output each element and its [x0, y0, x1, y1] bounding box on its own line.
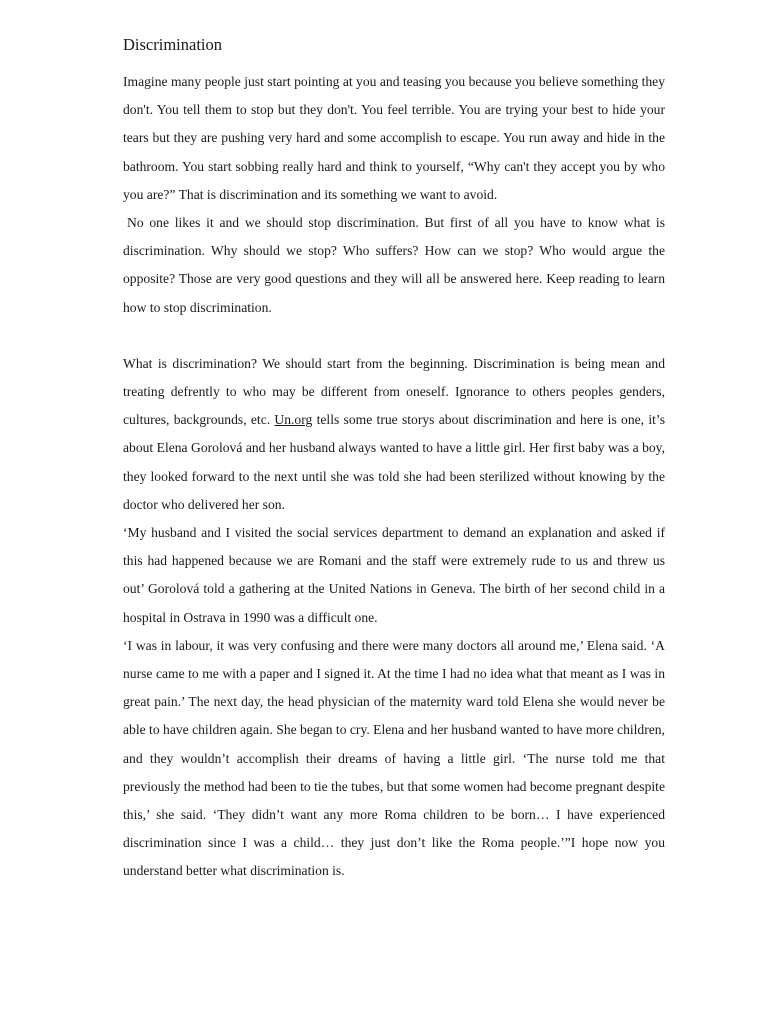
paragraph-definition: [123, 350, 665, 519]
paragraph-quote-husband: ‘My husband and I visited the social services department to demand an explanation and asked if this had happened because we are Romani and the staff were extremely rude to us and threw us out’ Gorolová told a gathering at the United Nations in Geneva. The birth of her second child in a hospital in Ostrava in 1990 was a difficult one.: [123, 525, 665, 625]
document-title: Discrimination: [123, 35, 222, 54]
paragraph-quote-labour: ‘I was in labour, it was very confusing and there were many doctors all around me,’ Elena said. ‘A nurse came to me with a paper and I signed it. At the time I had no idea what that meant as I was in great pain.’ The next day, the head physician of the maternity ward told Elena she would never be able to have children again. She began to cry. Elena and her husband wanted to have more children, and they wouldn’t accomplish their dreams of having a little girl. ‘The nurse told me that previously the method had been to tie the tubes, but that some women had become pregnant despite this,’ she said. ‘They didn’t want any more Roma children to be born… I have experienced discrimination since I was a child… they just don’t like the Roma people.’”I hope now you understand better what discrimination is.: [123, 637, 665, 879]
paragraph-gap: [123, 322, 665, 350]
un-org-link[interactable]: Un.org: [274, 412, 313, 428]
paragraph-intro: Imagine many people just start pointing at you and teasing you because you believe something they don't. You tell them to stop but they don't. You feel terrible. You are trying your best to hide your tears but they are pushing very hard and some accomplish to escape. You run away and hide in the bathroom. You start sobbing really hard and think to yourself, “Why can't they accept you by who you are?” That is discrimination and its something we want to avoid.: [123, 74, 665, 202]
paragraph-questions: No one likes it and we should stop discrimination. But first of all you have to know what is discrimination. Why should we stop? Who suffers? How can we stop? Who would argue the opposite? Those are very good questions and they will all be answered here. Keep reading to learn how to stop discrimination.: [123, 215, 665, 315]
document-page: [123, 34, 665, 886]
definition-text-end: tells some true storys about discrimination and here is one, it’s about Elena Gorolová and her husband always wanted to have a little girl. Her first baby was a boy, they looked forward to the next until she was told she had been sterilized without knowing by the doctor who delivered her son.: [123, 412, 665, 512]
definition-text-start: What is discrimination? We should start from the beginning. Discrimination is being mean and treating defrently to who may be different from oneself. Ignorance to others peoples genders, cultures, backgrounds, etc.: [123, 355, 665, 428]
